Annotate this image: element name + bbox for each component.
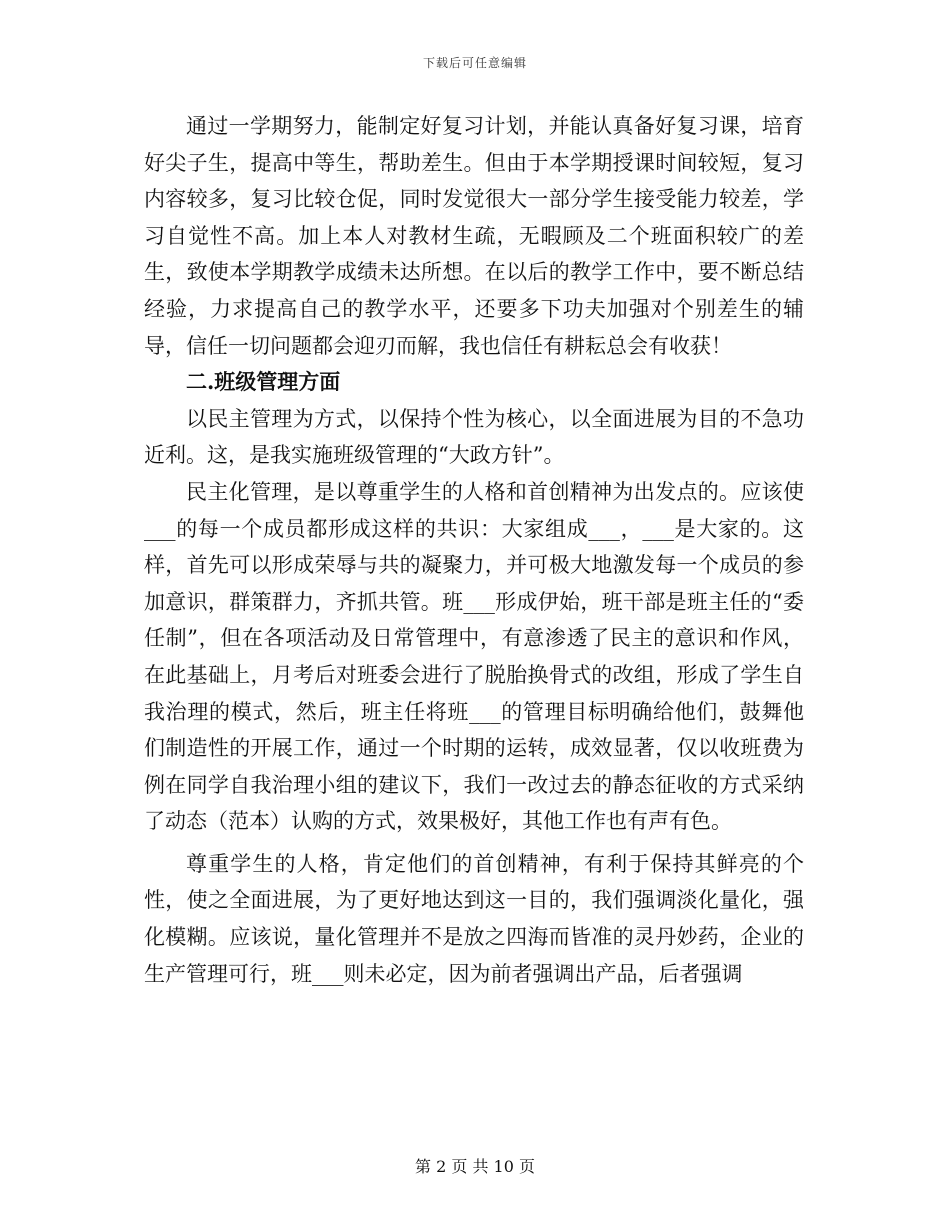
header-note: 下载后可任意编辑 [422, 56, 527, 70]
section-heading-class-management: 二.班级管理方面 [186, 369, 341, 395]
document-body [144, 108, 804, 992]
paragraph-management-principle: 以民主管理为方式，以保持个性为核心，以全面进展为目的不急功近利。这，是我实施班级管理的“大政方针”。 [144, 406, 804, 468]
paragraph-respect-students: 尊重学生的人格，肯定他们的首创精神，有利于保持其鲜亮的个性，使之全面进展，为了更好地达到这一目的，我们强调淡化量化，强化模糊。应该说，量化管理并不是放之四海而皆准的灵丹妙药，企业的生产管理可行，班___则未必定，因为前者强调出产品，后者强调 [144, 851, 804, 986]
page-footer: 第 2 页 共 10 页 [415, 1157, 535, 1176]
paragraph-teaching-summary: 通过一学期努力，能制定好复习计划，并能认真备好复习课，培育好尖子生，提高中等生，帮助差生。但由于本学期授课时间较短，复习内容较多，复习比较仓促，同时发觉很大一部分学生接受能力较差，学习自觉性不高。加上本人对教材生疏，无暇顾及二个班面积较广的差生，致使本学期教学成绩未达所想。在以后的教学工作中，要不断总结经验，力求提高自己的教学水平，还要多下功夫加强对个别差生的辅导，信任一切问题都会迎刃而解，我也信任有耕耘总会有收获！ [144, 114, 804, 358]
paragraph-democratic-management: 民主化管理，是以尊重学生的人格和首创精神为出发点的。应该使___的每一个成员都形成这样的共识：大家组成___，___是大家的。这样，首先可以形成荣辱与共的凝聚力，并可极大地激发每一个成员的参加意识，群策群力，齐抓共管。班___形成伊始，班干部是班主任的“委任制”，但在各项活动及日常管理中，有意渗透了民主的意识和作风，在此基础上，月考后对班委会进行了脱胎换骨式的改组，形成了学生自我治理的模式，然后，班主任将班___的管理目标明确给他们，鼓舞他们制造性的开展工作，通过一个时期的运转，成效显著，仅以收班费为例在同学自我治理小组的建议下，我们一改过去的静态征收的方式采纳了动态（范本）认购的方式，效果极好，其他工作也有声有色。 [144, 479, 804, 834]
